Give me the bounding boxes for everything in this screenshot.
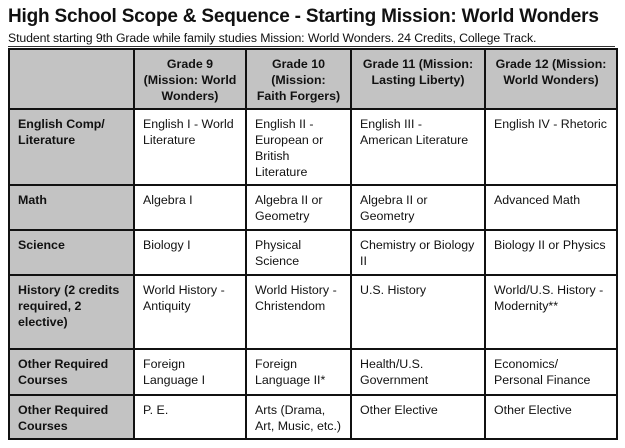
table-cell: English IV - Rhetoric <box>485 109 617 185</box>
row-subject-english: English Comp/ Literature <box>9 109 134 185</box>
table-row <box>9 109 617 185</box>
table-cell: Biology II or Physics <box>485 230 617 275</box>
table-cell: Algebra II or Geometry <box>246 185 351 230</box>
table-cell: English I - World Literature <box>134 109 246 185</box>
table-cell: Economics/ Personal Finance <box>485 349 617 395</box>
table-cell: Advanced Math <box>485 185 617 230</box>
header-grade-11: Grade 11 (Mission: Lasting Liberty) <box>351 49 485 109</box>
row-subject-other-required: Other Required Courses <box>9 395 134 439</box>
header-grade-10: Grade 10 (Mission: Faith Forgers) <box>246 49 351 109</box>
table-cell: World/U.S. History - Modernity** <box>485 275 617 349</box>
table-cell: Biology I <box>134 230 246 275</box>
table-cell: Algebra II or Geometry <box>351 185 485 230</box>
row-subject-science: Science <box>9 230 134 275</box>
header-corner-cell <box>9 49 134 109</box>
table-cell: Physical Science <box>246 230 351 275</box>
scope-sequence-table <box>8 48 618 440</box>
table-cell: Other Elective <box>351 395 485 439</box>
document-subtitle: Student starting 9th Grade while family studies Mission: World Wonders. 24 Credits, College Track. <box>8 31 537 45</box>
row-subject-other-required: Other Required Courses <box>9 349 134 395</box>
table-cell: Foreign Language I <box>134 349 246 395</box>
table-cell: World History - Antiquity <box>134 275 246 349</box>
table-row <box>9 230 617 275</box>
header-grade-9: Grade 9 (Mission: World Wonders) <box>134 49 246 109</box>
table-cell: English III - American Literature <box>351 109 485 185</box>
table-cell: English II - European or British Literature <box>246 109 351 185</box>
header-grade-12: Grade 12 (Mission: World Wonders) <box>485 49 617 109</box>
table-cell: Arts (Drama, Art, Music, etc.) <box>246 395 351 439</box>
row-subject-history: History (2 credits required, 2 elective) <box>9 275 134 349</box>
table-cell: Algebra I <box>134 185 246 230</box>
table-row <box>9 185 617 230</box>
table-cell: Other Elective <box>485 395 617 439</box>
table-row <box>9 349 617 395</box>
table-cell: Foreign Language II* <box>246 349 351 395</box>
table-cell: Health/U.S. Government <box>351 349 485 395</box>
table-cell: U.S. History <box>351 275 485 349</box>
table-cell: P. E. <box>134 395 246 439</box>
table-header-row <box>9 49 617 109</box>
table-cell: World History - Christendom <box>246 275 351 349</box>
table-row <box>9 275 617 349</box>
row-subject-math: Math <box>9 185 134 230</box>
document-title: High School Scope & Sequence - Starting Mission: World Wonders <box>8 6 599 27</box>
table-cell: Chemistry or Biology II <box>351 230 485 275</box>
table-row <box>9 395 617 439</box>
divider <box>8 46 615 47</box>
